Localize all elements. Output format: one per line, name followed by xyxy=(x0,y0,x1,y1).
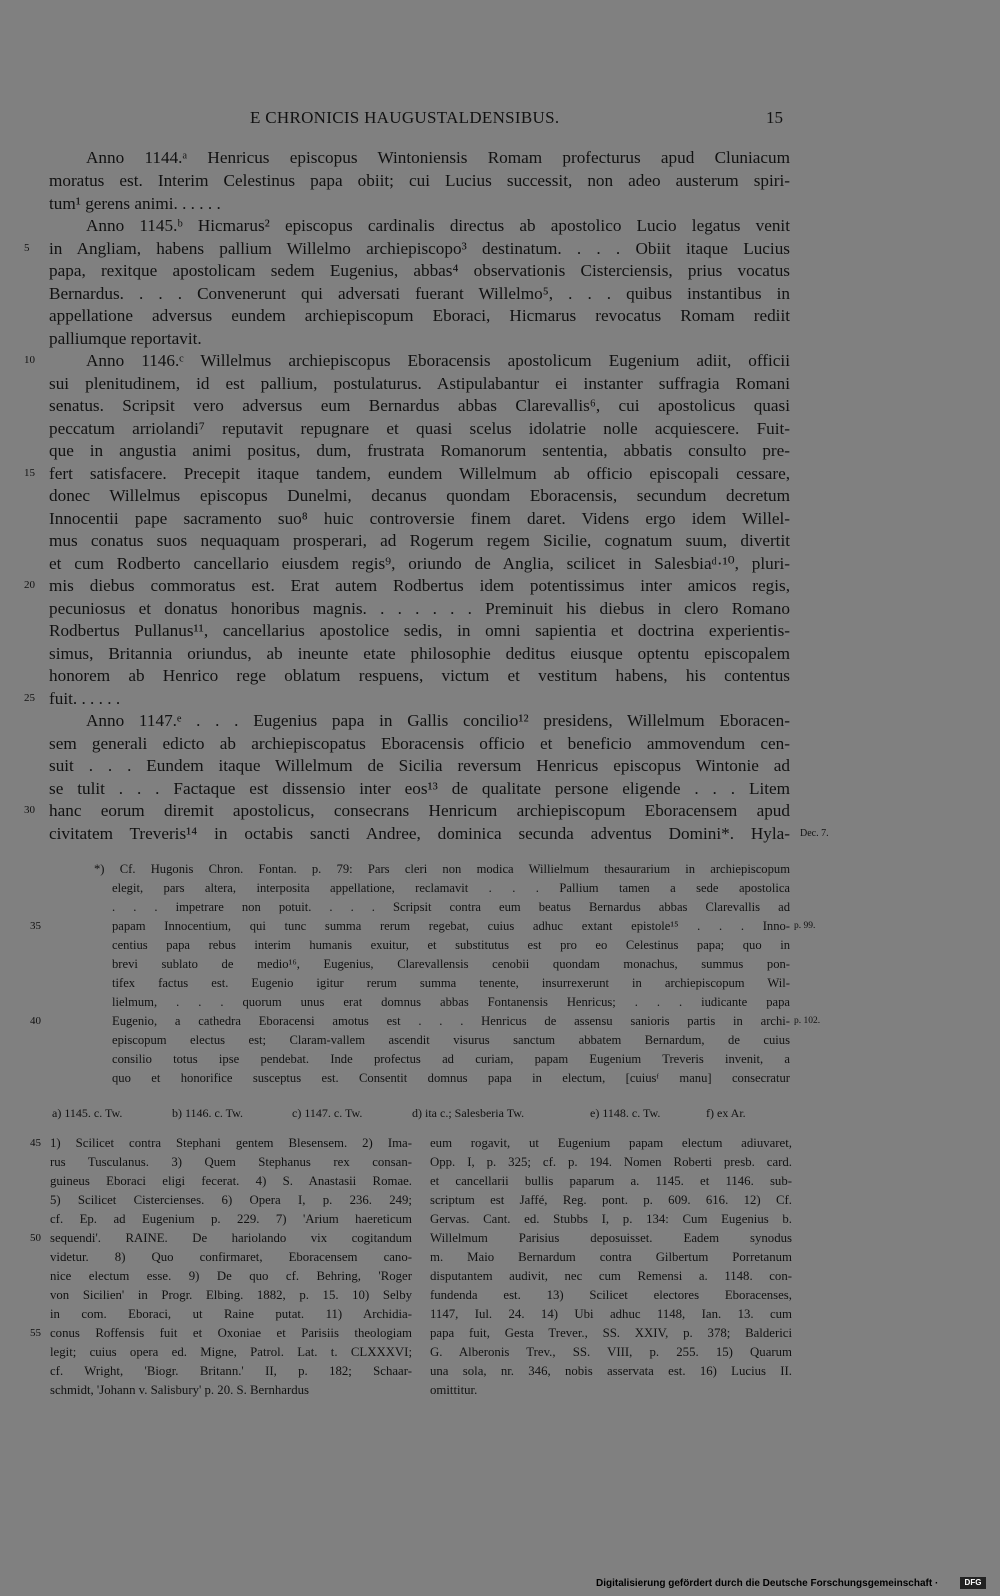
funding-credit: Digitalisierung gefördert durch die Deutsche Forschungsgemeinschaft · xyxy=(596,1578,939,1589)
note-line: 1) Scilicet contra Stephani gentem Blesensem. 2) Ima- xyxy=(50,1136,412,1150)
text-line: tum¹ gerens animi. . . . . . xyxy=(49,194,221,213)
line-number: 15 xyxy=(24,467,35,479)
note-line: Opp. I, p. 325; cf. p. 194. Nomen Roberti presb. card. xyxy=(430,1155,792,1169)
footnote-line: Eugenio, a cathedra Eboracensi amotus est . . . Henricus de assensu sanioris partis in archi- xyxy=(112,1014,790,1028)
variant-reading: a) 1145. c. Tw. xyxy=(52,1106,123,1120)
text-line: palliumque reportavit. xyxy=(49,329,202,348)
note-line: sequendi'. RAINE. De hariolando vix cogitandum xyxy=(50,1231,412,1245)
note-line: 1147, Iul. 24. 14) Ubi adhuc 1148, Ian. 13. cum xyxy=(430,1307,792,1321)
text-line: fert satisfacere. Precepit itaque tandem, eundem Willelmum ab officio episcopali cessare, xyxy=(49,464,790,483)
text-line: et cum Rodberto cancellario eiusdem regis⁹, oriundo de Anglia, scilicet in Salesbiaᵈ·¹⁰, pluri- xyxy=(49,554,790,573)
margin-page-ref: p. 102. xyxy=(794,1016,821,1026)
note-line: cf. Wright, 'Biogr. Britann.' II, p. 182; Schaar- xyxy=(50,1364,412,1378)
note-line: conus Roffensis fuit et Oxoniae et Parisiis theologiam xyxy=(50,1326,412,1340)
note-line: nice electum esse. 9) De quo cf. Behring, 'Roger xyxy=(50,1269,412,1283)
note-line: omittitur. xyxy=(430,1383,478,1397)
note-line: una sola, nr. 346, nobis asservata est. 16) Lucius II. xyxy=(430,1364,792,1378)
text-line: mus conatus suos nequaquam prosperari, ad Rogerum regem Sicilie, cognatum suum, divertit xyxy=(49,531,790,550)
text-line: donec Willelmus episcopus Dunelmi, decanus quondam Eboracensis, secundum decretum xyxy=(49,486,790,505)
text-line: pecuniosus et donatus honoribus magnis. . . . . . . Preminuit his diebus in clero Romano xyxy=(49,599,790,618)
note-line: m. Maio Bernardum contra Gilbertum Porretanum xyxy=(430,1250,792,1264)
variant-reading: d) ita c.; Salesberia Tw. xyxy=(412,1106,525,1120)
footnote-line: quo et honorifice susceptus est. Consentit domnus papa in electum, [cuiusᶠ manu] consecratur xyxy=(112,1071,790,1085)
line-number: 20 xyxy=(24,579,35,591)
line-number: 5 xyxy=(24,242,30,254)
note-line: papa fuit, Gesta Trever., SS. XXIV, p. 378; Balderici xyxy=(430,1326,792,1340)
footnote-line: brevi sublato de medio¹⁶, Eugenius, Clarevallensis cenobii quondam monachus, summus pon- xyxy=(112,957,790,971)
text-line: mis diebus commoratus est. Erat autem Rodbertus idem potentissimus inter amicos regis, xyxy=(49,576,790,595)
note-line: guineus Eboraci eligi fecerat. 4) S. Anastasii Romae. xyxy=(50,1174,412,1188)
note-line: videtur. 8) Quo confirmaret, Eboracensem cano- xyxy=(50,1250,412,1264)
variant-reading: e) 1148. c. Tw. xyxy=(590,1106,661,1120)
dfg-logo: DFG xyxy=(960,1577,986,1589)
footnote-line: lielmum, . . . quorum unus erat domnus abbas Fontanensis Henricus; . . . iudicante papa xyxy=(112,995,790,1009)
page-number: 15 xyxy=(766,108,783,127)
text-line: papa, rexitque apostolicam sedem Eugenius, abbas⁴ observationis Cisterciensis, prius vocatus xyxy=(49,261,790,280)
text-line: in Angliam, habens pallium Willelmo archiepiscopo³ destinatum. . . . Obiit itaque Lucius xyxy=(49,239,790,258)
note-line: in com. Eboraci, ut Raine putat. 11) Archidia- xyxy=(50,1307,412,1321)
text-line: fuit. . . . . . xyxy=(49,689,121,708)
footnote-line: . . . impetrare non potuit. . . . Scripsit contra eum beatus Bernardus abbas Clarevallis ad xyxy=(112,900,790,914)
text-line: honorem ab Henrico rege oblatum respuens, victum et vestitum habens, his contentus xyxy=(49,666,790,685)
text-line: sem generali edicto ab archiepiscopatus Eboracensis officio et beneficio ammovendum cen- xyxy=(49,734,790,753)
variant-reading: b) 1146. c. Tw. xyxy=(172,1106,244,1120)
note-line: G. Alberonis Trev., SS. VIII, p. 255. 15) Quarum xyxy=(430,1345,792,1359)
text-line: appellatione adversus eundem archiepiscopum Eboraci, Hicmarus revocatus Romam rediit xyxy=(49,306,790,325)
line-number: 45 xyxy=(30,1137,41,1149)
text-line: Rodbertus Pullanus¹¹, cancellarius apostolice sedis, in omni sapientia et doctrina experientis- xyxy=(49,621,790,640)
note-line: Willelmum Parisius deposuisset. Eadem synodus xyxy=(430,1231,792,1245)
line-number: 35 xyxy=(30,920,41,932)
header-title: E CHRONICIS HAUGUSTALDENSIBUS. xyxy=(250,108,560,127)
text-line: sui plenitudinem, id est pallium, postulaturus. Astipulabantur ei instanter suffragia Romani xyxy=(49,374,790,393)
note-line: Gervas. Cant. ed. Stubbs I, p. 134: Cum Eugenius b. xyxy=(430,1212,792,1226)
text-line: Anno 1146.ᶜ Willelmus archiepiscopus Eboracensis apostolicum Eugenium adiit, officii xyxy=(86,351,790,370)
footnote-line: episcopum electus est; Claram-vallem ascendit visurus sanctum abbatem Bernardum, de cuius xyxy=(112,1033,790,1047)
line-number: 10 xyxy=(24,354,35,366)
text-line: se tulit . . . Factaque est dissensio inter eos¹³ de qualitate persone eligende . . . Litem xyxy=(49,779,790,798)
note-line: von Sicilien' in Progr. Elbing. 1882, p. 15. 10) Selby xyxy=(50,1288,412,1302)
text-line: senatus. Scripsit vero adversus eum Bernardus abbas Clarevallis⁶, cui apostolicus quasi xyxy=(49,396,790,415)
line-number: 30 xyxy=(24,804,35,816)
note-line: scriptum est Jaffé, Reg. pont. p. 609. 616. 12) Cf. xyxy=(430,1193,792,1207)
text-line: Anno 1144.ᵃ Henricus episcopus Wintoniensis Romam profecturus apud Cluniacum xyxy=(86,148,790,167)
note-line: disputantem audivit, nec cum Remensi a. 1148. con- xyxy=(430,1269,792,1283)
footnote-line: centius papa rebus interim humanis exuitur, et substitutus est pro eo Celestinus papa; quo in xyxy=(112,938,790,952)
footnote-line: elegit, pars altera, interposita appellatione, reclamavit . . . Pallium tamen a sede apostolica xyxy=(112,881,790,895)
variant-reading: c) 1147. c. Tw. xyxy=(292,1106,363,1120)
note-line: legit; cuius opera ed. Migne, Patrol. Lat. t. CLXXXVI; xyxy=(50,1345,412,1359)
note-line: et cancellarii bullis paparum a. 1145. et 1146. sub- xyxy=(430,1174,792,1188)
footnote-line: tifex factus est. Eugenio igitur rerum summa tenente, insurrexerunt in archiepiscopum Wil- xyxy=(112,976,790,990)
line-number: 40 xyxy=(30,1015,41,1027)
text-line: peccatum arriolandi⁷ reputavit repugnare et quasi scelus idolatrie nolle acquiescere. Fuit- xyxy=(49,419,790,438)
margin-date: Dec. 7. xyxy=(800,828,829,839)
text-line: moratus est. Interim Celestinus papa obiit; cui Lucius successit, non adeo austerum spiri- xyxy=(49,171,790,190)
note-line: 5) Scilicet Cistercienses. 6) Opera I, p. 236. 249; xyxy=(50,1193,412,1207)
running-header xyxy=(0,108,1000,132)
footnote-line: *) Cf. Hugonis Chron. Fontan. p. 79: Pars cleri non modica Willielmum thesaurarium in archiepiscopum xyxy=(94,862,790,876)
text-line: Anno 1147.ᵉ . . . Eugenius papa in Gallis concilio¹² presidens, Willelmum Eboracen- xyxy=(86,711,790,730)
text-line: civitatem Treveris¹⁴ in octabis sancti Andree, dominica secunda adventus Domini*. Hyla- xyxy=(49,824,790,843)
line-number: 50 xyxy=(30,1232,41,1244)
line-number: 55 xyxy=(30,1327,41,1339)
text-line: Anno 1145.ᵇ Hicmarus² episcopus cardinalis directus ab apostolico Lucio legatus venit xyxy=(86,216,790,235)
note-line: rus Tusculanus. 3) Quem Stephanus rex consan- xyxy=(50,1155,412,1169)
text-line: Innocentii pape sacramento suo⁸ huic controversie finem daret. Videns ergo idem Willel- xyxy=(49,509,790,528)
footnote-line: papam Innocentium, qui tunc summa rerum regebat, cuius adhuc extant epistole¹⁵ . . . Inno- xyxy=(112,919,790,933)
note-line: schmidt, 'Johann v. Salisbury' p. 20. S. Bernhardus xyxy=(50,1383,309,1397)
variant-reading: f) ex Ar. xyxy=(706,1106,746,1120)
text-line: suit . . . Eundem itaque Willelmum de Sicilia reversum Henricus episcopus Wintonie ad xyxy=(49,756,790,775)
text-line: simus, Britannia oriundus, ab ineunte etate philosophie deditus eiusque optentu episcopalem xyxy=(49,644,790,663)
note-line: fundenda est. 13) Scilicet electores Eboracenses, xyxy=(430,1288,792,1302)
note-line: cf. Ep. ad Eugenium p. 229. 7) 'Arium haereticum xyxy=(50,1212,412,1226)
footnote-line: consilio totus ipse pendebat. Inde profectus ad curiam, papam Eugenium Treveris invenit, a xyxy=(112,1052,790,1066)
line-number: 25 xyxy=(24,692,35,704)
margin-page-ref: p. 99. xyxy=(794,921,816,931)
text-line: hanc eorum diremit apostolicus, consecrans Henricum archiepiscopum Eboracensem apud xyxy=(49,801,790,820)
note-line: eum rogavit, ut Eugenium papam electum adiuvaret, xyxy=(430,1136,792,1150)
text-line: que in angustia animi positus, dum, frustrata Romanorum sententia, abbatis consulto pre- xyxy=(49,441,790,460)
text-line: Bernardus. . . . Convenerunt qui adversati fuerant Willelmo⁵, . . . quibus instantibus in xyxy=(49,284,790,303)
